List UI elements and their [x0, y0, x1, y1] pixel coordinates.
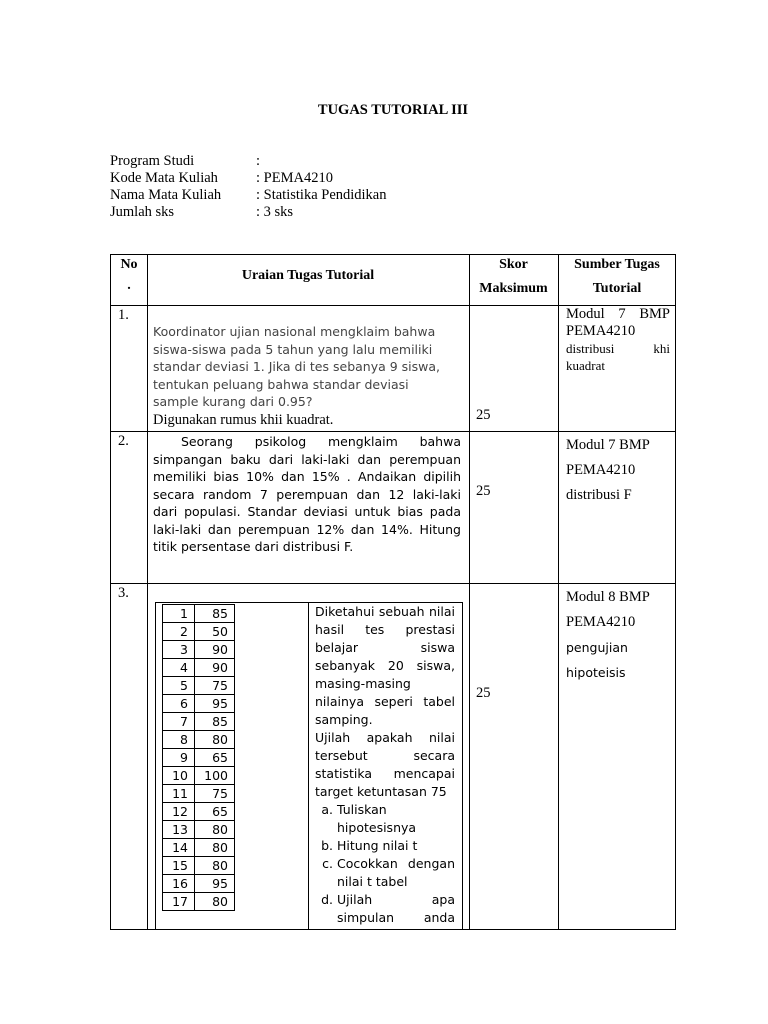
score-number: 13	[163, 821, 195, 839]
table-row	[163, 749, 235, 767]
row-1-task-note: Digunakan rumus khii kuadrat.	[153, 412, 334, 428]
score-number: 4	[163, 659, 195, 677]
header-no-line1: No	[120, 257, 138, 272]
table-row	[163, 659, 235, 677]
score-value: 80	[195, 839, 235, 857]
score-value: 85	[195, 605, 235, 623]
table-row	[163, 713, 235, 731]
column-divider	[558, 255, 559, 929]
column-divider	[147, 255, 148, 929]
document-title: TUGAS TUTORIAL III	[317, 102, 469, 118]
score-value: 90	[195, 641, 235, 659]
row-1-score: 25	[476, 407, 491, 423]
score-number: 2	[163, 623, 195, 641]
info-label: Nama Mata Kuliah	[110, 187, 222, 203]
header-skor	[469, 257, 558, 297]
row-2-task-text: Seorang psikolog mengklaim bahwa simpangan baku dari laki-laki dan perempuan memiliki bias 10% dan 15% . Andaikan dipilih secara random 7 perempuan dan 12 laki-laki dari populasi. Standar deviasi untuk bias pada laki-laki dan perempuan 12% dan 14%. Hitung titik persentase dari distribusi F.	[153, 434, 461, 554]
list-item: c. Cocokkan dengan nilai t tabel	[337, 855, 455, 891]
row-1-task-text: Koordinator ujian nasional mengklaim bahwa siswa-siswa pada 5 tahun yang lalu memiliki standar deviasi 1. Jika di tes sebanya 9 siswa, tentukan peluang bahwa standar deviasi sample kurang dari 0.95?	[153, 324, 441, 409]
row-divider	[111, 583, 675, 584]
score-number: 10	[163, 767, 195, 785]
row-3-source-topic-2: hipoteisis	[566, 665, 626, 680]
info-value: :	[256, 153, 261, 169]
row-3-question: Ujilah apakah nilai tersebut secara statistika mencapai target ketuntasan 75	[315, 730, 455, 799]
list-item: a. Tuliskan hipotesisnya	[337, 801, 455, 837]
score-number: 5	[163, 677, 195, 695]
row-2-score: 25	[476, 483, 491, 499]
score-table	[162, 604, 235, 911]
row-3-number: 3.	[118, 585, 129, 601]
score-value: 65	[195, 749, 235, 767]
table-row	[163, 821, 235, 839]
header-uraian: Uraian Tugas Tutorial	[241, 268, 375, 283]
column-divider	[469, 255, 470, 929]
header-no-line2: .	[127, 278, 131, 293]
score-number: 7	[163, 713, 195, 731]
course-info	[110, 153, 387, 221]
table-row	[163, 767, 235, 785]
info-value: : PEMA4210	[256, 170, 333, 186]
header-sumber-line1: Sumber Tugas	[574, 257, 660, 272]
table-row	[163, 695, 235, 713]
score-number: 8	[163, 731, 195, 749]
score-number: 15	[163, 857, 195, 875]
row-3-source	[566, 585, 650, 685]
score-value: 100	[195, 767, 235, 785]
table-row	[163, 839, 235, 857]
row-2-source-code: PEMA4210	[566, 462, 636, 478]
score-value: 80	[195, 893, 235, 911]
score-value: 50	[195, 623, 235, 641]
table-row	[163, 785, 235, 803]
table-row	[163, 677, 235, 695]
table-row	[163, 605, 235, 623]
list-item: d. Ujilah apa simpulan anda	[337, 891, 455, 927]
row-3-score: 25	[476, 685, 491, 701]
table-row	[163, 623, 235, 641]
header-skor-line2: Maksimum	[479, 281, 548, 296]
score-number: 17	[163, 893, 195, 911]
row-divider	[111, 431, 675, 432]
row-1-source-module: Modul 7 BMP PEMA4210	[566, 306, 670, 339]
header-skor-line1: Skor	[499, 257, 528, 272]
row-3-source-module: Modul 8 BMP	[566, 589, 650, 605]
info-row-nama-mata-kuliah	[110, 187, 387, 204]
row-1-source	[566, 306, 670, 374]
row-3-description: Diketahui sebuah nilai hasil tes prestasi belajar siswa sebanyak 20 siswa, masing-masing nilainya seperi tabel samping.	[315, 604, 455, 727]
header-no	[111, 257, 147, 294]
score-number: 11	[163, 785, 195, 803]
score-value: 95	[195, 875, 235, 893]
row-2-number: 2.	[118, 433, 129, 449]
score-number: 14	[163, 839, 195, 857]
score-value: 65	[195, 803, 235, 821]
score-value: 80	[195, 821, 235, 839]
row-2-source-topic: distribusi F	[566, 487, 632, 503]
list-item: b. Hitung nilai t	[337, 837, 455, 855]
score-value: 80	[195, 731, 235, 749]
info-label: Jumlah sks	[110, 204, 175, 220]
score-value: 90	[195, 659, 235, 677]
info-row-jumlah-sks	[110, 204, 387, 221]
score-value: 80	[195, 857, 235, 875]
row-3-source-code: PEMA4210	[566, 614, 636, 630]
score-value: 75	[195, 677, 235, 695]
score-number: 1	[163, 605, 195, 623]
row-2-source-module: Modul 7 BMP	[566, 437, 650, 453]
score-value: 85	[195, 713, 235, 731]
row-1-number: 1.	[118, 307, 129, 323]
score-number: 3	[163, 641, 195, 659]
score-number: 6	[163, 695, 195, 713]
info-row-program-studi	[110, 153, 387, 170]
table-row	[163, 875, 235, 893]
row-1-source-topic: distribusi khi kuadrat	[566, 341, 670, 373]
table-row	[163, 731, 235, 749]
table-row	[163, 893, 235, 911]
table-row	[163, 803, 235, 821]
info-value: : 3 sks	[256, 204, 294, 220]
table-row	[163, 857, 235, 875]
row-2-source	[566, 433, 650, 508]
assignment-table	[110, 254, 676, 930]
info-label: Program Studi	[110, 153, 195, 169]
info-label: Kode Mata Kuliah	[110, 170, 218, 186]
score-value: 75	[195, 785, 235, 803]
score-number: 16	[163, 875, 195, 893]
score-number: 9	[163, 749, 195, 767]
score-value: 95	[195, 695, 235, 713]
row-3-task-text	[315, 603, 455, 927]
info-value: : Statistika Pendidikan	[256, 187, 387, 203]
row-3-inner-divider	[308, 602, 309, 929]
row-3-source-topic: pengujian	[566, 640, 628, 655]
row-3-task-list	[315, 801, 455, 927]
info-row-kode-mata-kuliah	[110, 170, 387, 187]
table-row	[163, 641, 235, 659]
score-number: 12	[163, 803, 195, 821]
header-sumber	[558, 257, 676, 297]
header-sumber-line2: Tutorial	[592, 281, 642, 296]
